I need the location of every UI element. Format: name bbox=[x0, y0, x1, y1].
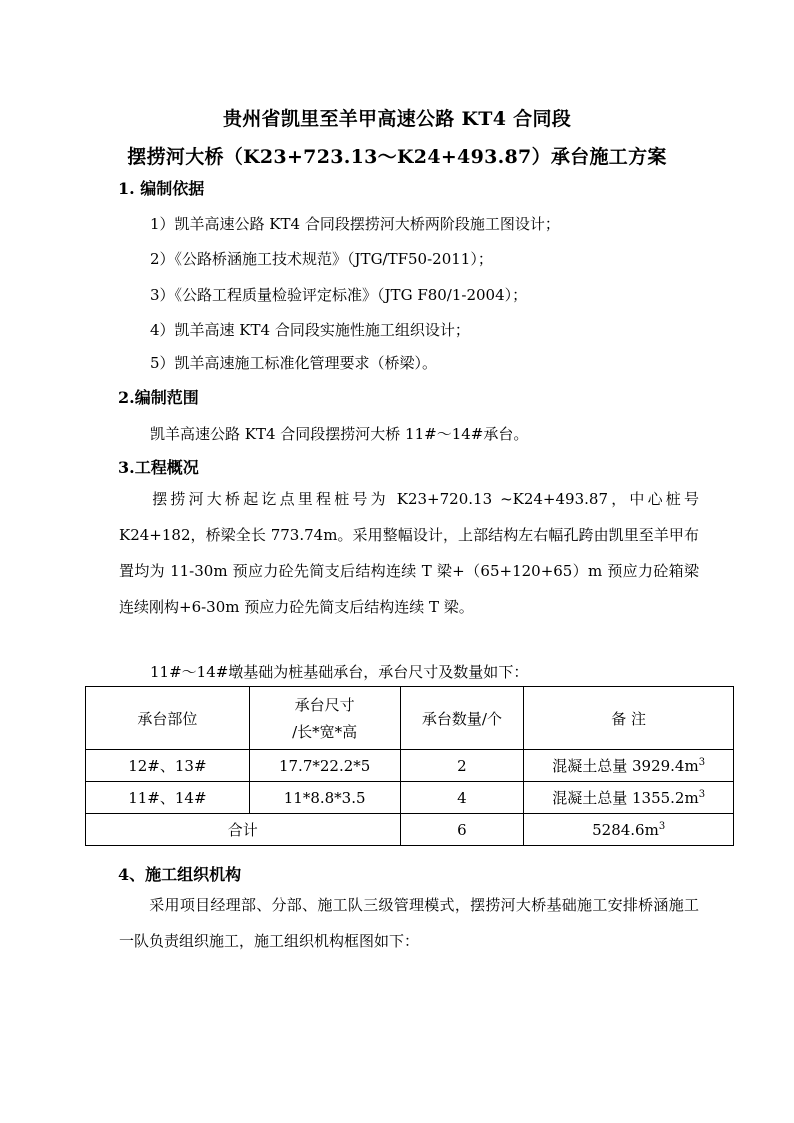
cell-size: 17.7*22.2*5 bbox=[249, 750, 400, 782]
basis-item-1: 1）凯羊高速公路 KT4 合同段摆捞河大桥两阶段施工图设计； bbox=[150, 215, 560, 233]
cell-size: 11*8.8*3.5 bbox=[249, 782, 400, 814]
cell-position: 12#、13# bbox=[86, 750, 250, 782]
total-note bbox=[524, 814, 734, 846]
overview-paragraph bbox=[119, 481, 699, 625]
header-size-line1: 承台尺寸 bbox=[294, 696, 355, 714]
table-row bbox=[86, 782, 734, 814]
cell-position: 11#、14# bbox=[86, 782, 250, 814]
total-count: 6 bbox=[400, 814, 524, 846]
header-size bbox=[249, 687, 400, 750]
table-intro: 11#～14#墩基础为桩基础承台，承台尺寸及数量如下： bbox=[150, 663, 529, 681]
section-heading-organization: 4、施工组织机构 bbox=[118, 865, 242, 884]
section-heading-overview: 3.工程概况 bbox=[118, 458, 199, 477]
basis-item-4: 4）凯羊高速 KT4 合同段实施性施工组织设计； bbox=[150, 321, 470, 339]
cap-dimensions-table bbox=[85, 686, 734, 846]
cell-count: 2 bbox=[400, 750, 524, 782]
organization-paragraph bbox=[119, 887, 699, 959]
unit-exponent: 3 bbox=[658, 820, 666, 832]
total-label: 合计 bbox=[86, 814, 401, 846]
scope-text: 凯羊高速公路 KT4 合同段摆捞河大桥 11#～14#承台。 bbox=[150, 425, 529, 443]
section-heading-scope: 2.编制范围 bbox=[118, 388, 199, 407]
organization-paragraph-text: 采用项目经理部、分部、施工队三级管理模式，摆捞河大桥基础施工安排桥涵施工一队负责组织施工，施工组织机构框图如下： bbox=[119, 896, 699, 950]
note-text: 混凝土总量 1355.2m bbox=[552, 789, 699, 807]
table-header-row bbox=[86, 687, 734, 750]
table-total-row bbox=[86, 814, 734, 846]
header-note: 备 注 bbox=[524, 687, 734, 750]
section-heading-basis: 1. 编制依据 bbox=[118, 179, 205, 198]
document-title-line2: 摆捞河大桥（K23+723.13～K24+493.87）承台施工方案 bbox=[127, 146, 667, 168]
basis-item-3: 3）《公路工程质量检验评定标准》（JTG F80/1-2004）； bbox=[150, 286, 528, 304]
basis-item-5: 5）凯羊高速施工标准化管理要求（桥梁）。 bbox=[150, 354, 438, 372]
basis-item-2: 2）《公路桥涵施工技术规范》（JTG/TF50-2011）； bbox=[150, 250, 493, 268]
header-position: 承台部位 bbox=[86, 687, 250, 750]
note-text: 混凝土总量 3929.4m bbox=[552, 757, 699, 775]
total-note-text: 5284.6m bbox=[592, 820, 659, 839]
header-count: 承台数量/个 bbox=[400, 687, 524, 750]
unit-exponent: 3 bbox=[698, 789, 706, 800]
unit-exponent: 3 bbox=[698, 757, 706, 768]
document-title-line1: 贵州省凯里至羊甲高速公路 KT4 合同段 bbox=[222, 108, 572, 130]
cell-count: 4 bbox=[400, 782, 524, 814]
table-row bbox=[86, 750, 734, 782]
overview-paragraph-text: 摆捞河大桥起讫点里程桩号为 K23+720.13 ~K24+493.87，中心桩号 K24+182，桥梁全长 773.74m。采用整幅设计，上部结构左右幅孔跨由凯里至羊甲布置均为 11-30m 预应力砼先简支后结构连续 T 梁+（65+120+65）m 预应力砼箱梁连续刚构+6-30m 预应力砼先简支后结构连续 T 梁。 bbox=[119, 490, 699, 616]
cell-note bbox=[524, 782, 734, 814]
header-size-line2: /长*宽*高 bbox=[292, 723, 358, 741]
cell-note bbox=[524, 750, 734, 782]
